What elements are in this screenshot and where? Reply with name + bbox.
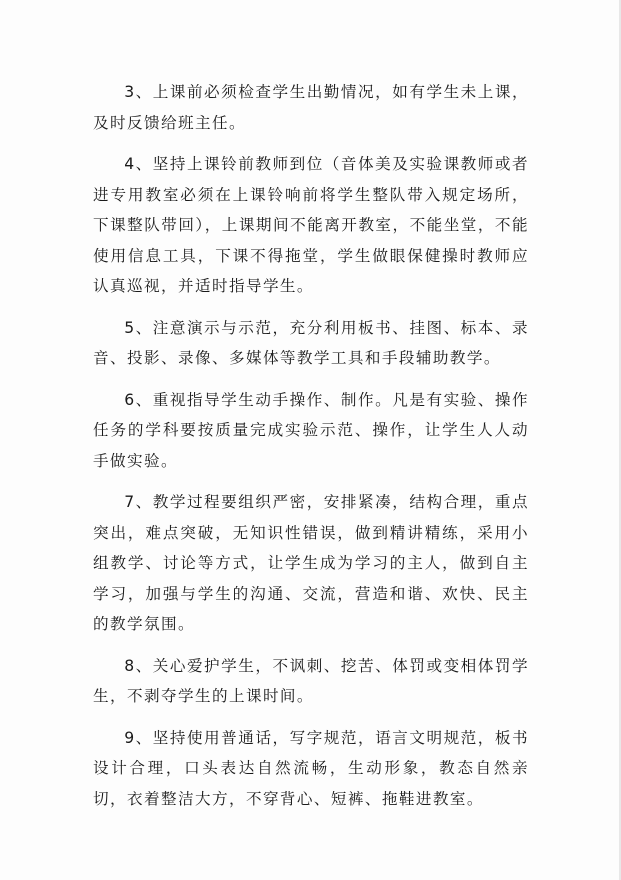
paragraph-item-5: 5、注意演示与示范，充分利用板书、挂图、标本、录音、投影、录像、多媒体等教学工具和手段辅助教学。 [93, 318, 529, 367]
document-body [93, 77, 529, 825]
paragraph-item-3: 3、上课前必须检查学生出勤情况，如有学生未上课，及时反馈给班主任。 [93, 83, 529, 132]
paragraph-item-6: 6、重视指导学生动手操作、制作。凡是有实验、操作任务的学科要按质量完成实验示范、操作，让学生人人动手做实验。 [93, 390, 529, 470]
paragraph-item-4: 4、坚持上课铃前教师到位（音体美及实验课教师或者进专用教室必须在上课铃响前将学生整队带入规定场所，下课整队带回），上课期间不能离开教室，不能坐堂，不能使用信息工具，下课不得拖堂，学生做眼保健操时教师应认真巡视，并适时指导学生。 [93, 155, 529, 295]
paragraph-item-7: 7、教学过程要组织严密，安排紧凑，结构合理，重点突出，难点突破，无知识性错误，做到精讲精练，采用小组教学、讨论等方式，让学生成为学习的主人，做到自主学习，加强与学生的沟通、交流，营造和谐、欢快、民主的教学氛围。 [93, 493, 529, 633]
paragraph-item-9: 9、坚持使用普通话，写字规范，语言文明规范，板书设计合理，口头表达自然流畅，生动形象，教态自然亲切，衣着整洁大方，不穿背心、短裤、拖鞋进教室。 [93, 728, 529, 808]
paragraph-item-8: 8、关心爱护学生，不讽刺、挖苦、体罚或变相体罚学生，不剥夺学生的上课时间。 [93, 656, 529, 705]
